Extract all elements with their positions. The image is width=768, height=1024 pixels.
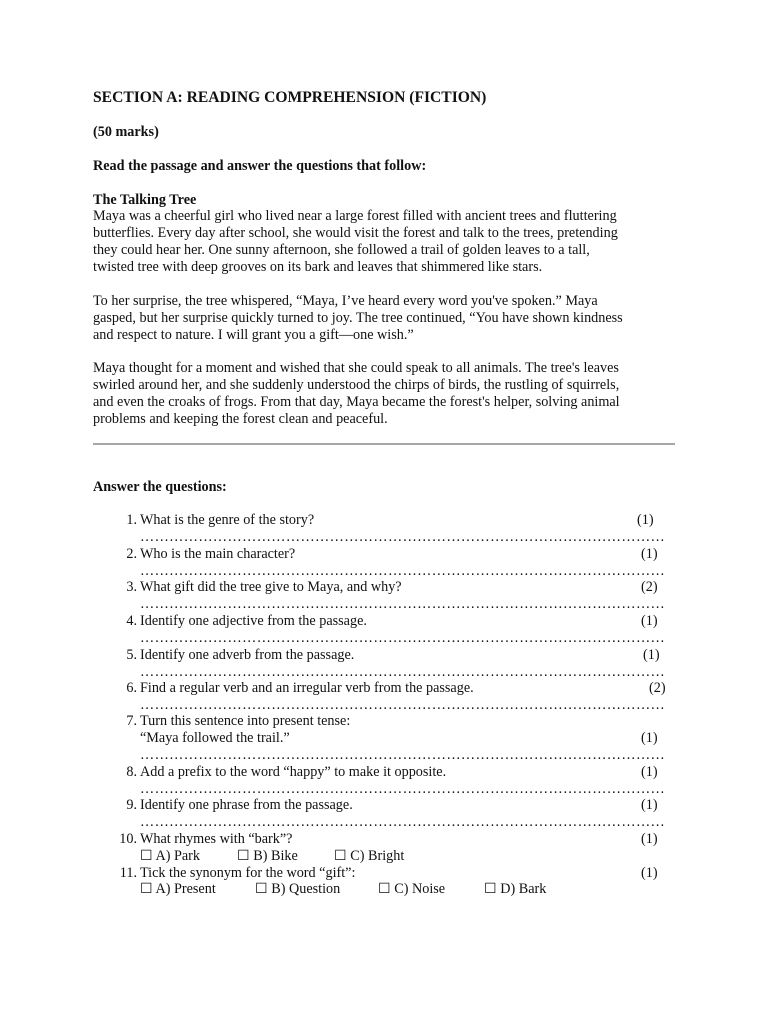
question-text: Find a regular verb and an irregular verb from the passage.	[140, 680, 474, 696]
question-number: 2.	[126, 546, 137, 562]
question-text: What rhymes with “bark”?	[140, 831, 293, 847]
question-marks: (2)	[649, 680, 666, 696]
answer-line[interactable]: ………………………………………………………………………………………………	[140, 664, 666, 680]
question-text: Who is the main character?	[140, 546, 296, 562]
answer-line[interactable]: ………………………………………………………………………………………………	[140, 781, 666, 797]
question-marks: (1)	[643, 647, 660, 663]
question-marks: (1)	[641, 797, 658, 813]
answer-line[interactable]: ………………………………………………………………………………………………	[140, 630, 666, 646]
question-sentence: “Maya followed the trail.”	[140, 730, 290, 746]
paragraph-line: twisted tree with deep grooves on its bark and leaves that shimmered like stars.	[93, 259, 543, 275]
question-number: 3.	[126, 579, 137, 595]
question-number: 8.	[126, 764, 137, 780]
option-a-checkbox[interactable]: ☐ A) Present	[140, 881, 216, 897]
question-marks: (1)	[637, 512, 654, 528]
paragraph-line: butterflies. Every day after school, she would visit the forest and talk to the trees, pretending	[93, 225, 618, 241]
question-marks: (1)	[641, 764, 658, 780]
option-a-checkbox[interactable]: ☐ A) Park	[140, 848, 201, 864]
question-number: 7.	[126, 713, 137, 729]
question-number: 11.	[119, 865, 137, 881]
question-marks: (2)	[641, 579, 658, 595]
question-number: 10.	[119, 831, 137, 847]
answer-line[interactable]: ………………………………………………………………………………………………	[140, 697, 666, 713]
paragraph-line: gasped, but her surprise quickly turned to joy. The tree continued, “You have shown kindness	[93, 310, 623, 326]
question-marks: (1)	[641, 865, 658, 881]
answer-line[interactable]: ………………………………………………………………………………………………	[140, 596, 666, 612]
question-number: 6.	[126, 680, 137, 696]
story-title: The Talking Tree	[93, 192, 197, 208]
question-number: 1.	[126, 512, 137, 528]
question-marks: (1)	[641, 613, 658, 629]
paragraph-line: problems and keeping the forest clean and peaceful.	[93, 411, 388, 427]
section-divider	[93, 443, 675, 445]
question-text: Identify one adjective from the passage.	[140, 613, 367, 629]
option-c-checkbox[interactable]: ☐ C) Noise	[378, 881, 446, 897]
option-c-checkbox[interactable]: ☐ C) Bright	[334, 848, 405, 864]
story-paragraph-2	[93, 293, 683, 344]
option-b-checkbox[interactable]: ☐ B) Bike	[237, 848, 298, 864]
question-text: What is the genre of the story?	[140, 512, 315, 528]
question-text: What gift did the tree give to Maya, and why?	[140, 579, 402, 595]
story-paragraph-1	[93, 208, 683, 276]
paragraph-line: Maya thought for a moment and wished that she could speak to all animals. The tree's leaves	[93, 360, 619, 376]
answer-line[interactable]: ………………………………………………………………………………………………	[140, 814, 666, 830]
paragraph-line: Maya was a cheerful girl who lived near a large forest filled with ancient trees and fluttering	[93, 208, 617, 224]
marks-total: (50 marks)	[93, 124, 159, 140]
question-text: Turn this sentence into present tense:	[140, 713, 351, 729]
paragraph-line: and even the croaks of frogs. From that day, Maya became the forest's helper, solving animal	[93, 394, 620, 410]
question-text: Identify one adverb from the passage.	[140, 647, 355, 663]
section-title: SECTION A: READING COMPREHENSION (FICTION)	[93, 89, 487, 106]
paragraph-line: To her surprise, the tree whispered, “Maya, I’ve heard every word you've spoken.” Maya	[93, 293, 598, 309]
question-number: 9.	[126, 797, 137, 813]
option-d-checkbox[interactable]: ☐ D) Bark	[484, 881, 547, 897]
question-number: 5.	[126, 647, 137, 663]
question-text: Tick the synonym for the word “gift”:	[140, 865, 356, 881]
answer-line[interactable]: ………………………………………………………………………………………………	[140, 529, 666, 545]
paragraph-line: they could hear her. One sunny afternoon, she followed a trail of golden leaves to a tall,	[93, 242, 590, 258]
question-marks: (1)	[641, 546, 658, 562]
question-marks: (1)	[641, 831, 658, 847]
paragraph-line: swirled around her, and she suddenly understood the chirps of birds, the rustling of squirrels,	[93, 377, 620, 393]
option-b-checkbox[interactable]: ☐ B) Question	[255, 881, 341, 897]
questions-heading: Answer the questions:	[93, 479, 227, 495]
answer-line[interactable]: ………………………………………………………………………………………………	[140, 747, 666, 763]
question-text: Add a prefix to the word “happy” to make it opposite.	[140, 764, 447, 780]
instruction: Read the passage and answer the questions that follow:	[93, 158, 427, 174]
question-text: Identify one phrase from the passage.	[140, 797, 353, 813]
paragraph-line: and respect to nature. I will grant you a gift—one wish.”	[93, 327, 414, 343]
story-paragraph-3	[93, 360, 683, 428]
question-number: 4.	[126, 613, 137, 629]
answer-line[interactable]: ………………………………………………………………………………………………	[140, 563, 666, 579]
question-marks: (1)	[641, 730, 658, 746]
